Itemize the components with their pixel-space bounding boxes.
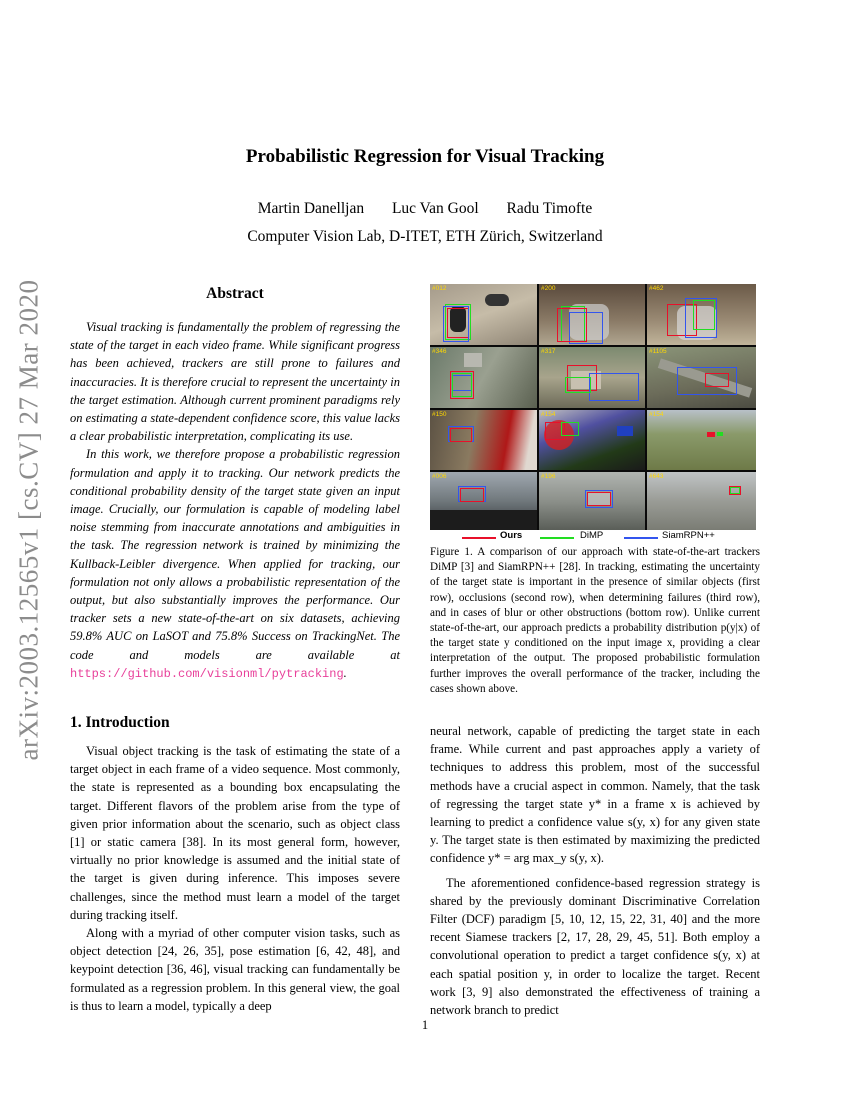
legend-label-siamrpn: SiamRPN++: [662, 530, 715, 541]
frame-traffic-1: [430, 347, 537, 408]
legend-line-ours: [462, 537, 496, 539]
page-number: 1: [421, 1018, 429, 1032]
figure-1-image-grid: [430, 284, 756, 530]
frame-obstruct-1: [430, 472, 537, 530]
intro-paragraph: Along with a myriad of other computer vision tasks, such as object detection [24, 26, 35], pose estimation [6, 42, 48], and keypoint detection [36, 46], visual tracking can fundamentally be formulated as a regression problem. In this general view, the goal is thus to learn a model, typically a deep: [70, 926, 400, 1013]
frame-cat-3: [647, 284, 756, 345]
frame-number: #154: [541, 411, 556, 418]
legend-label-dimp: DiMP: [580, 530, 604, 541]
frame-number: #196: [541, 473, 556, 480]
frame-number: #1105: [649, 348, 667, 355]
frame-obstruct-3: [647, 472, 756, 530]
frame-number: #643: [649, 473, 664, 480]
frame-traffic-2: [539, 347, 645, 408]
frame-number: #346: [432, 348, 447, 355]
frame-obstruct-2: [539, 472, 645, 530]
section-heading: 1. Introduction: [70, 714, 170, 731]
affiliation: Computer Vision Lab, D-ITET, ETH Zürich, Switzerland: [247, 228, 603, 245]
frame-cat-1: [430, 284, 537, 345]
frame-number: #150: [432, 411, 447, 418]
intro-paragraph: The aforementioned confidence-based regression strategy is shared by the previously dominant Discriminative Correlation Filter (DCF) paradigm [5, 10, 12, 15, 22, 31, 40] and the more recent Siamese trackers [2, 17, 28, 29, 45, 51]. Both employ a convolutional operation to predict a target confidence s(y, x) at each spatial position y, in order to localize the target. Recent work [3, 9] also demonstrated the effectiveness of training a network branch to predict: [430, 875, 760, 1018]
abstract-paragraph-2: [70, 445, 400, 683]
legend-line-siamrpn: [624, 537, 658, 539]
paper-title: Probabilistic Regression for Visual Tracking: [245, 146, 605, 167]
frame-number: #462: [649, 285, 664, 292]
frame-traffic-3: [647, 347, 756, 408]
intro-column-left: [70, 742, 400, 1015]
figure-legend: [430, 530, 760, 544]
intro-paragraph: Visual object tracking is the task of estimating the state of a target object in each frame of a video sequence. Most commonly, the state is represented as a bounding box encapsulating the target. Different flavors of the problem arise from the type of given prior information about the scenario, such as object class [1] or static camera [38]. In its most general form, however, virtually no prior knowledge is assumed and the initial state of the target is given during inference. This imposes severe challenges, since the method must learn a model of the target during tracking itself.: [70, 744, 400, 922]
frame-number: #200: [541, 285, 556, 292]
arxiv-watermark: [4, 280, 54, 760]
arxiv-id-text: arXiv:2003.12565v1 [cs.CV] 27 Mar 2020: [13, 279, 44, 761]
legend-line-dimp: [540, 537, 574, 539]
code-link[interactable]: https://github.com/visionml/pytracking: [70, 666, 344, 681]
author: Martin Danelljan: [257, 200, 365, 217]
author-list: [0, 200, 850, 218]
abstract-paragraph: Visual tracking is fundamentally the problem of regressing the state of the target in each video frame. While significant progress has been achieved, trackers are still prone to failures and inaccuracies. It is therefore crucial to represent the uncertainty in the target estimation. Although current prominent paradigms rely on estimating a state-dependent confidence score, this value lacks a clear probabilistic interpretation, complicating its use.: [70, 320, 400, 444]
frame-number: #154: [649, 411, 664, 418]
frame-number: #006: [432, 473, 447, 480]
abstract-heading: Abstract: [206, 285, 264, 302]
frame-blur-1: [430, 410, 537, 470]
abstract-text: In this work, we therefore propose a probabilistic regression formulation and apply it to tracking. Our network predicts the conditional probability density of the target state given an input image. Crucially, our formulation is capable of modeling label noise stemming from inaccurate annotations and ambiguities in the task. The regression network is trained by minimizing the Kullback-Leibler divergence. When applied for tracking, our formulation not only allows a probabilistic representation of the output, but also substantially improves the performance. Our tracker sets a new state-of-the-art on six datasets, achieving 59.8% AUC on LaSOT and 75.8% Success on TrackingNet. The code and models are available at: [70, 447, 400, 662]
frame-number: #317: [541, 348, 556, 355]
intro-paragraph: neural network, capable of predicting the target state in each frame. While current and past approaches apply a variety of techniques to address this problem, most of the successful methods have a crucial aspect in common. Namely, that the task of regressing the target state y* in a frame x is achieved by learning to predict a confidence value s(y, x) for any given state y. The target state is then estimated by maximizing the predicted confidence y* = arg max_y s(y, x).: [430, 724, 760, 866]
author: Luc Van Gool: [391, 200, 479, 217]
frame-cat-2: [539, 284, 645, 345]
intro-column-right: [430, 722, 760, 1019]
abstract-end: .: [343, 665, 347, 680]
frame-number: #012: [432, 285, 447, 292]
author: Radu Timofte: [506, 200, 593, 217]
frame-blur-3: [647, 410, 756, 470]
frame-blur-2: [539, 410, 645, 470]
legend-label-ours: Ours: [500, 530, 523, 541]
figure-caption: Figure 1. A comparison of our approach with state-of-the-art trackers DiMP [3] and SiamRPN++ [28]. In tracking, estimating the uncertainty of the target state is important in the presence of similar objects (first row), occlusions (second row), when determining failures (third row), and in cases of blur or other obstructions (bottom row). Unlike current state-of-the-art, our approach predicts a probability distribution p(y|x) of the target state y conditioned on the input image x, providing a clear interpretation of the output. The proposed probabilistic formulation further improves the overall performance of the tracker, including the cases shown above.: [430, 546, 760, 695]
abstract-body: [70, 318, 400, 683]
